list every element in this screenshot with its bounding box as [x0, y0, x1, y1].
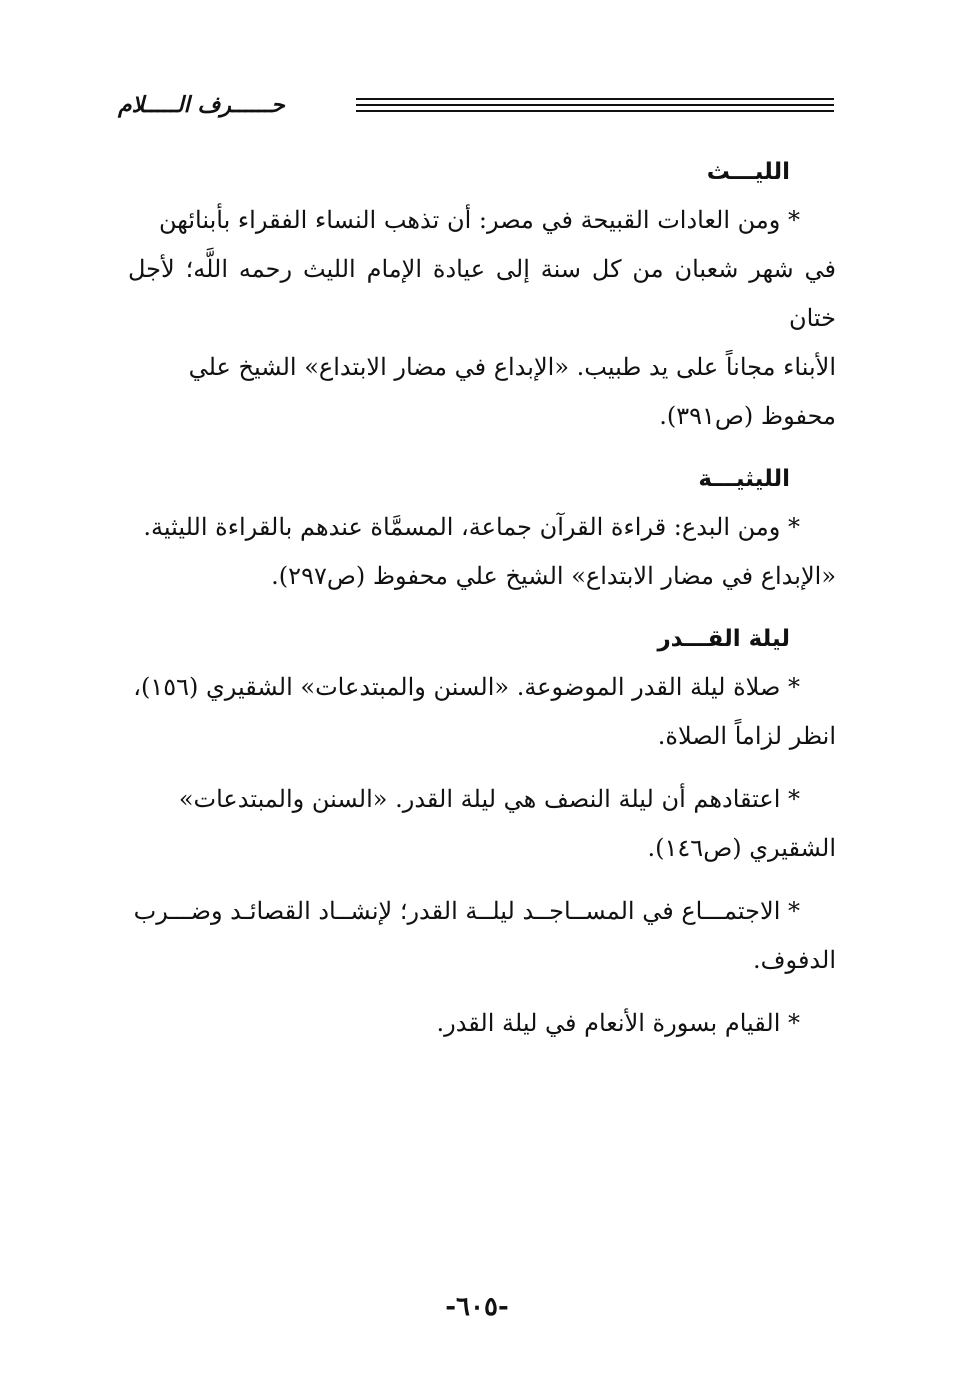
entry — [128, 503, 836, 601]
section-heading: الليثيـــة — [698, 466, 790, 492]
entry-line: في شهر شعبان من كل سنة إلى عيادة الإمام الليث رحمه اللَّه؛ لأجل ختان — [128, 255, 836, 332]
running-header — [118, 92, 834, 132]
entry — [128, 999, 836, 1048]
section-al-layth — [128, 148, 836, 441]
section-al-laythiyya — [128, 455, 836, 601]
entry-line: انظر لزاماً الصلاة. — [657, 722, 836, 750]
entry-line: * ومن العادات القبيحة في مصر: أن تذهب النساء الفقراء بأبنائهن — [159, 206, 800, 234]
header-rule — [356, 110, 834, 112]
entry — [128, 775, 836, 873]
entry-line: الدفوف. — [753, 946, 836, 974]
entry-line: محفوظ (ص٣٩١). — [659, 402, 836, 430]
entry-line: الشقيري (ص١٤٦). — [647, 834, 836, 862]
entry-line: «الإبداع في مضار الابتداع» الشيخ علي محفوظ (ص٢٩٧). — [271, 562, 836, 590]
page-body — [128, 148, 836, 1062]
section-heading: الليـــث — [706, 159, 790, 185]
header-rule — [356, 98, 834, 100]
page-number: -٦٠٥- — [445, 1292, 509, 1322]
entry-line: * ومن البدع: قراءة القرآن جماعة، المسمَّاة عندهم بالقراءة الليثية. — [143, 513, 800, 541]
chapter-title: حــــــرف الـــــلام — [118, 92, 285, 118]
entry-line: الأبناء مجاناً على يد طبيب. «الإبداع في مضار الابتداع» الشيخ علي — [188, 353, 836, 381]
entry — [128, 663, 836, 761]
entry — [128, 196, 836, 441]
entry-line: * القيام بسورة الأنعام في ليلة القدر. — [436, 1009, 800, 1037]
section-heading: ليلة القـــدر — [657, 626, 790, 652]
entry — [128, 887, 836, 985]
entry-line: * الاجتمـــاع في المســاجــد ليلــة القدر؛ لإنشــاد القصائـد وضـــرب — [133, 897, 800, 925]
section-laylat-al-qadr — [128, 615, 836, 1048]
header-rule — [356, 104, 834, 106]
entry-line: * صلاة ليلة القدر الموضوعة. «السنن والمبتدعات» الشقيري (١٥٦)، — [133, 673, 800, 701]
entry-line: * اعتقادهم أن ليلة النصف هي ليلة القدر. «السنن والمبتدعات» — [178, 785, 800, 813]
